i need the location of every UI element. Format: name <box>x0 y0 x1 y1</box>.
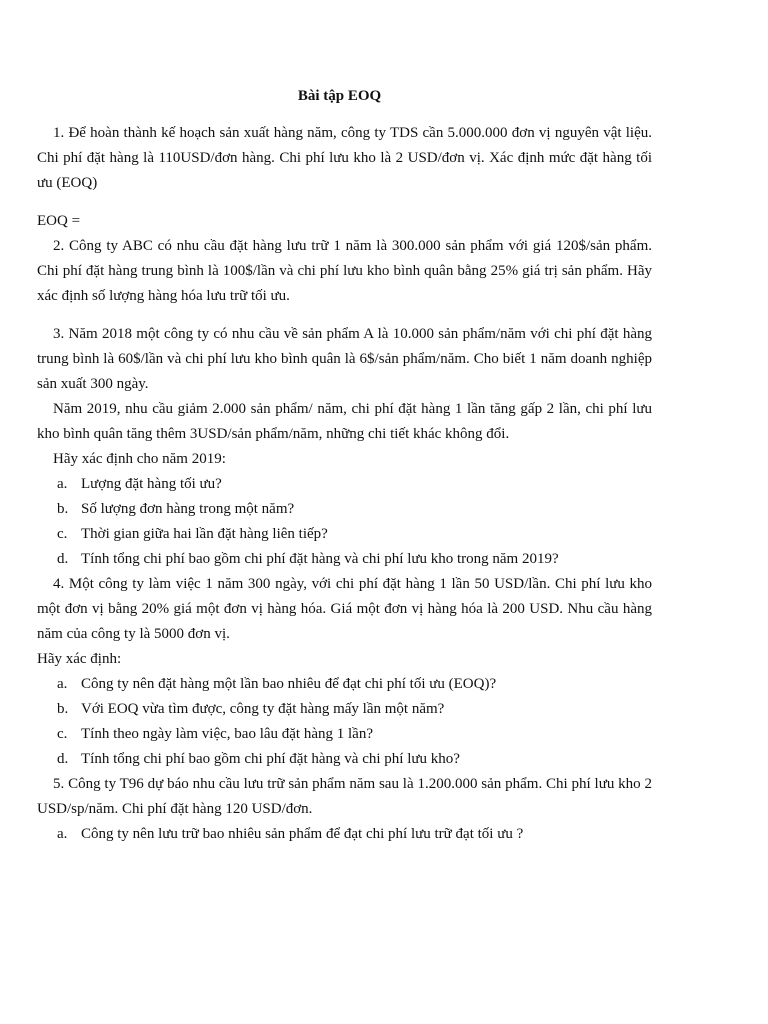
list-marker: b. <box>57 701 69 717</box>
list-item <box>37 722 652 747</box>
list-marker: d. <box>57 751 69 767</box>
list-item-text: Với EOQ vừa tìm được, công ty đặt hàng mấy lần một năm? <box>81 701 445 717</box>
list-marker: a. <box>57 676 68 692</box>
list-marker: c. <box>57 726 68 742</box>
list-item <box>37 472 652 497</box>
question-3 <box>37 322 652 572</box>
document-content <box>37 84 652 847</box>
list-item-text: Lượng đặt hàng tối ưu? <box>81 476 222 492</box>
list-marker: c. <box>57 526 68 542</box>
list-item-text: Số lượng đơn hàng trong một năm? <box>81 501 295 517</box>
list-item <box>37 822 652 847</box>
question-1-eoq: EOQ = <box>37 213 81 229</box>
question-2-text: 2. Công ty ABC có nhu cầu đặt hàng lưu trữ 1 năm là 300.000 sản phẩm với giá 120$/sản phẩm. Chi phí đặt hàng trung bình là 100$/lần và chi phí lưu kho bình quân bằng 25% giá trị sản phẩm. Hãy xác định số lượng hàng hóa lưu trữ tối ưu. <box>37 238 652 304</box>
question-3-text-2019: Năm 2019, nhu cầu giảm 2.000 sản phẩm/ năm, chi phí đặt hàng 1 lần tăng gấp 2 lần, chi phí lưu kho bình quân tăng thêm 3USD/sản phẩm/năm, những chi tiết khác không đổi. <box>37 401 652 442</box>
question-5-list <box>37 822 652 847</box>
question-4-text: 4. Một công ty làm việc 1 năm 300 ngày, với chi phí đặt hàng 1 lần 50 USD/lần. Chi phí lưu kho một đơn vị bằng 20% giá một đơn vị hàng hóa. Giá một đơn vị hàng hóa là 200 USD. Nhu cầu hàng năm của công ty là 5000 đơn vị. <box>37 576 652 642</box>
list-item <box>37 522 652 547</box>
question-5 <box>37 772 652 847</box>
list-item <box>37 497 652 522</box>
list-item <box>37 547 652 572</box>
question-4-list <box>37 672 652 772</box>
list-marker: b. <box>57 501 69 517</box>
question-3-text: 3. Năm 2018 một công ty có nhu cầu về sản phẩm A là 10.000 sản phẩm/năm với chi phí đặt hàng trung bình là 60$/lần và chi phí lưu kho bình quân là 6$/sản phẩm/năm. Cho biết 1 năm doanh nghiệp sản xuất 300 ngày. <box>37 326 652 392</box>
question-4-prompt: Hãy xác định: <box>37 651 122 667</box>
list-item-text: Tính theo ngày làm việc, bao lâu đặt hàng 1 lần? <box>81 726 373 742</box>
list-marker: a. <box>57 826 68 842</box>
question-4 <box>37 572 652 772</box>
list-item-text: Công ty nên đặt hàng một lần bao nhiêu để đạt chi phí tối ưu (EOQ)? <box>81 676 497 692</box>
list-item <box>37 697 652 722</box>
question-1-text: 1. Để hoàn thành kế hoạch sản xuất hàng năm, công ty TDS cần 5.000.000 đơn vị nguyên vật liệu. Chi phí đặt hàng là 110USD/đơn hàng. Chi phí lưu kho là 2 USD/đơn vị. Xác định mức đặt hàng tối ưu (EOQ) <box>37 125 652 191</box>
list-item-text: Tính tổng chi phí bao gồm chi phí đặt hàng và chi phí lưu kho trong năm 2019? <box>81 551 559 567</box>
question-3-prompt: Hãy xác định cho năm 2019: <box>53 451 226 467</box>
list-item <box>37 672 652 697</box>
list-item-text: Tính tổng chi phí bao gồm chi phí đặt hàng và chi phí lưu kho? <box>81 751 460 767</box>
question-3-list <box>37 472 652 572</box>
list-item <box>37 747 652 772</box>
question-5-text: 5. Công ty T96 dự báo nhu cầu lưu trữ sản phẩm năm sau là 1.200.000 sản phẩm. Chi phí lưu kho 2 USD/sp/năm. Chi phí đặt hàng 120 USD/đơn. <box>37 776 652 817</box>
list-marker: d. <box>57 551 69 567</box>
list-marker: a. <box>57 476 68 492</box>
list-item-text: Công ty nên lưu trữ bao nhiêu sản phẩm để đạt chi phí lưu trữ đạt tối ưu ? <box>81 826 524 842</box>
document-title: Bài tập EOQ <box>297 88 382 104</box>
list-item-text: Thời gian giữa hai lần đặt hàng liên tiếp? <box>81 526 328 542</box>
